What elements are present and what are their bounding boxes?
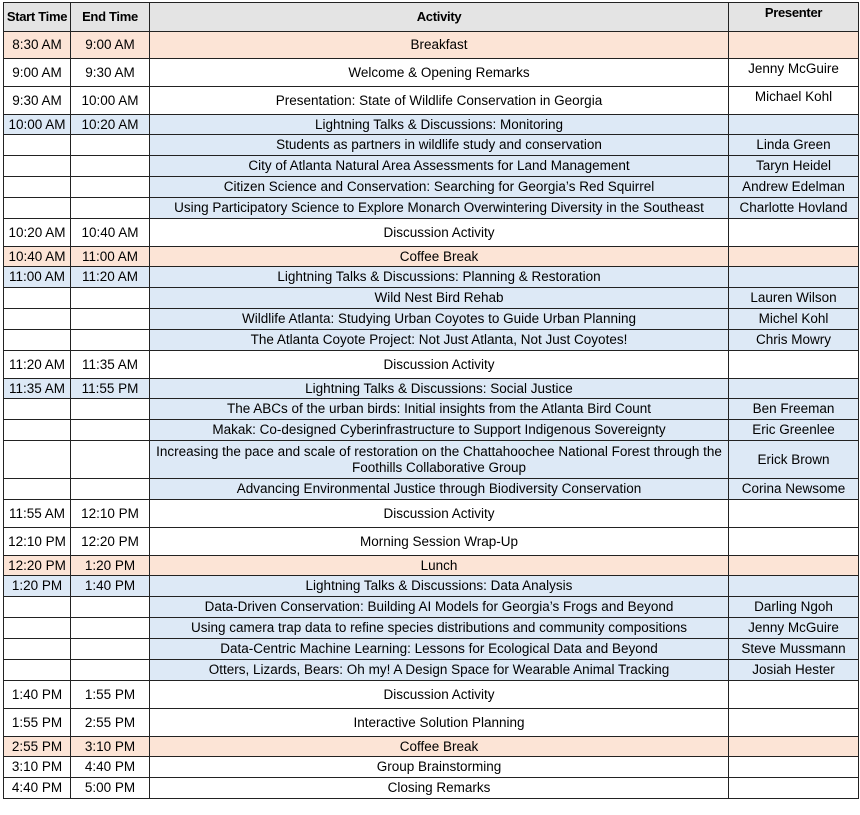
activity-cell: Advancing Environmental Justice through Biodiversity Conservation [150, 479, 729, 500]
activity-cell: Coffee Break [150, 247, 729, 267]
start-time-cell [4, 660, 71, 681]
end-time-cell: 1:40 PM [71, 576, 150, 597]
start-time-cell: 1:55 PM [4, 709, 71, 737]
activity-cell: Lightning Talks & Discussions: Monitoring [150, 115, 729, 135]
end-time-cell: 9:30 AM [71, 59, 150, 87]
end-time-cell: 5:00 PM [71, 778, 150, 799]
end-time-cell [71, 441, 150, 479]
start-time-cell [4, 309, 71, 330]
start-time-cell: 2:55 PM [4, 737, 71, 757]
end-time-cell: 11:55 PM [71, 379, 150, 399]
start-time-cell: 11:00 AM [4, 267, 71, 288]
schedule-row [4, 681, 859, 709]
start-time-header: Start Time [4, 3, 71, 32]
start-time-cell: 11:55 AM [4, 500, 71, 528]
presenter-cell [729, 115, 859, 135]
start-time-cell [4, 597, 71, 618]
end-time-cell [71, 420, 150, 441]
schedule-body [4, 32, 859, 799]
schedule-row [4, 59, 859, 87]
schedule-row [4, 737, 859, 757]
schedule-row [4, 757, 859, 778]
schedule-row [4, 267, 859, 288]
start-time-cell [4, 399, 71, 420]
activity-cell: Makak: Co-designed Cyberinfrastructure to Support Indigenous Sovereignty [150, 420, 729, 441]
activity-cell: Wild Nest Bird Rehab [150, 288, 729, 309]
schedule-row [4, 135, 859, 156]
presenter-cell [729, 219, 859, 247]
schedule-table [3, 2, 859, 799]
end-time-cell [71, 660, 150, 681]
end-time-cell [71, 198, 150, 219]
start-time-cell [4, 420, 71, 441]
presenter-cell: Lauren Wilson [729, 288, 859, 309]
end-time-cell: 2:55 PM [71, 709, 150, 737]
schedule-row [4, 528, 859, 556]
start-time-cell [4, 639, 71, 660]
activity-cell: Lunch [150, 556, 729, 576]
end-time-cell [71, 177, 150, 198]
start-time-cell [4, 135, 71, 156]
end-time-cell [71, 618, 150, 639]
activity-cell: Morning Session Wrap-Up [150, 528, 729, 556]
presenter-cell: Andrew Edelman [729, 177, 859, 198]
schedule-row [4, 156, 859, 177]
table-header [4, 3, 859, 32]
start-time-cell [4, 618, 71, 639]
end-time-header: End Time [71, 3, 150, 32]
presenter-cell [729, 556, 859, 576]
schedule-row [4, 556, 859, 576]
schedule-row [4, 399, 859, 420]
presenter-cell: Steve Mussmann [729, 639, 859, 660]
activity-cell: City of Atlanta Natural Area Assessments for Land Management [150, 156, 729, 177]
start-time-cell [4, 156, 71, 177]
end-time-cell: 10:40 AM [71, 219, 150, 247]
start-time-cell: 10:20 AM [4, 219, 71, 247]
activity-cell: Breakfast [150, 32, 729, 59]
activity-cell: Presentation: State of Wildlife Conservation in Georgia [150, 87, 729, 115]
end-time-cell: 1:20 PM [71, 556, 150, 576]
schedule-row [4, 330, 859, 351]
end-time-cell: 4:40 PM [71, 757, 150, 778]
activity-cell: Interactive Solution Planning [150, 709, 729, 737]
activity-cell: The ABCs of the urban birds: Initial insights from the Atlanta Bird Count [150, 399, 729, 420]
activity-cell: Data-Centric Machine Learning: Lessons for Ecological Data and Beyond [150, 639, 729, 660]
schedule-row [4, 87, 859, 115]
end-time-cell: 12:20 PM [71, 528, 150, 556]
activity-cell: Closing Remarks [150, 778, 729, 799]
schedule-row [4, 288, 859, 309]
activity-cell: Discussion Activity [150, 681, 729, 709]
start-time-cell [4, 198, 71, 219]
end-time-cell: 9:00 AM [71, 32, 150, 59]
start-time-cell: 9:30 AM [4, 87, 71, 115]
activity-cell: Data-Driven Conservation: Building AI Models for Georgia’s Frogs and Beyond [150, 597, 729, 618]
start-time-cell [4, 441, 71, 479]
activity-cell: Welcome & Opening Remarks [150, 59, 729, 87]
schedule-row [4, 479, 859, 500]
end-time-cell [71, 479, 150, 500]
presenter-cell: Taryn Heidel [729, 156, 859, 177]
schedule-row [4, 576, 859, 597]
end-time-cell: 10:00 AM [71, 87, 150, 115]
schedule-row [4, 441, 859, 479]
start-time-cell: 12:20 PM [4, 556, 71, 576]
presenter-cell [729, 576, 859, 597]
start-time-cell: 3:10 PM [4, 757, 71, 778]
presenter-cell [729, 681, 859, 709]
start-time-cell [4, 288, 71, 309]
end-time-cell [71, 330, 150, 351]
start-time-cell: 1:40 PM [4, 681, 71, 709]
start-time-cell: 10:40 AM [4, 247, 71, 267]
end-time-cell [71, 639, 150, 660]
presenter-cell: Ben Freeman [729, 399, 859, 420]
activity-cell: Lightning Talks & Discussions: Planning & Restoration [150, 267, 729, 288]
presenter-cell: Linda Green [729, 135, 859, 156]
activity-cell: Coffee Break [150, 737, 729, 757]
presenter-cell [729, 737, 859, 757]
end-time-cell [71, 135, 150, 156]
activity-cell: Group Brainstorming [150, 757, 729, 778]
activity-cell: Discussion Activity [150, 351, 729, 379]
end-time-cell [71, 156, 150, 177]
activity-cell: The Atlanta Coyote Project: Not Just Atlanta, Not Just Coyotes! [150, 330, 729, 351]
schedule-row [4, 177, 859, 198]
activity-cell: Students as partners in wildlife study and conservation [150, 135, 729, 156]
schedule-row [4, 32, 859, 59]
presenter-cell: Corina Newsome [729, 479, 859, 500]
activity-header: Activity [150, 3, 729, 32]
presenter-cell [729, 32, 859, 59]
activity-cell: Discussion Activity [150, 219, 729, 247]
start-time-cell: 9:00 AM [4, 59, 71, 87]
start-time-cell: 11:35 AM [4, 379, 71, 399]
presenter-cell: Erick Brown [729, 441, 859, 479]
schedule-row [4, 198, 859, 219]
end-time-cell: 10:20 AM [71, 115, 150, 135]
start-time-cell: 1:20 PM [4, 576, 71, 597]
start-time-cell: 12:10 PM [4, 528, 71, 556]
presenter-cell: Jenny McGuire [729, 618, 859, 639]
activity-cell: Increasing the pace and scale of restoration on the Chattahoochee National Forest through the Foothills Collaborative Group [150, 441, 729, 479]
start-time-cell: 4:40 PM [4, 778, 71, 799]
schedule-row [4, 309, 859, 330]
schedule-row [4, 639, 859, 660]
end-time-cell: 3:10 PM [71, 737, 150, 757]
presenter-header: Presenter [729, 3, 859, 32]
schedule-row [4, 351, 859, 379]
schedule-row [4, 709, 859, 737]
activity-cell: Otters, Lizards, Bears: Oh my! A Design Space for Wearable Animal Tracking [150, 660, 729, 681]
activity-cell: Discussion Activity [150, 500, 729, 528]
presenter-cell [729, 267, 859, 288]
activity-cell: Lightning Talks & Discussions: Data Analysis [150, 576, 729, 597]
start-time-cell: 11:20 AM [4, 351, 71, 379]
schedule-row [4, 778, 859, 799]
presenter-cell: Charlotte Hovland [729, 198, 859, 219]
presenter-cell: Darling Ngoh [729, 597, 859, 618]
end-time-cell: 1:55 PM [71, 681, 150, 709]
presenter-cell: Michel Kohl [729, 309, 859, 330]
end-time-cell: 11:20 AM [71, 267, 150, 288]
activity-cell: Citizen Science and Conservation: Searching for Georgia’s Red Squirrel [150, 177, 729, 198]
activity-cell: Using Participatory Science to Explore Monarch Overwintering Diversity in the Southeast [150, 198, 729, 219]
schedule-row [4, 500, 859, 528]
presenter-cell [729, 247, 859, 267]
schedule-row [4, 115, 859, 135]
presenter-cell [729, 351, 859, 379]
start-time-cell [4, 177, 71, 198]
schedule-row [4, 420, 859, 441]
schedule-row [4, 379, 859, 399]
presenter-cell: Josiah Hester [729, 660, 859, 681]
presenter-cell [729, 500, 859, 528]
end-time-cell [71, 309, 150, 330]
start-time-cell: 8:30 AM [4, 32, 71, 59]
activity-cell: Using camera trap data to refine species distributions and community compositions [150, 618, 729, 639]
schedule-row [4, 597, 859, 618]
start-time-cell: 10:00 AM [4, 115, 71, 135]
presenter-cell: Chris Mowry [729, 330, 859, 351]
activity-cell: Wildlife Atlanta: Studying Urban Coyotes to Guide Urban Planning [150, 309, 729, 330]
end-time-cell: 11:00 AM [71, 247, 150, 267]
presenter-cell [729, 778, 859, 799]
schedule-row [4, 219, 859, 247]
start-time-cell [4, 479, 71, 500]
end-time-cell: 11:35 AM [71, 351, 150, 379]
presenter-cell [729, 757, 859, 778]
presenter-cell [729, 528, 859, 556]
presenter-cell [729, 379, 859, 399]
presenter-cell: Michael Kohl [729, 87, 859, 115]
schedule-row [4, 660, 859, 681]
presenter-cell: Jenny McGuire [729, 59, 859, 87]
end-time-cell [71, 597, 150, 618]
end-time-cell: 12:10 PM [71, 500, 150, 528]
start-time-cell [4, 330, 71, 351]
activity-cell: Lightning Talks & Discussions: Social Justice [150, 379, 729, 399]
header-row [4, 3, 859, 32]
presenter-cell: Eric Greenlee [729, 420, 859, 441]
schedule-row [4, 618, 859, 639]
end-time-cell [71, 399, 150, 420]
end-time-cell [71, 288, 150, 309]
presenter-cell [729, 709, 859, 737]
schedule-row [4, 247, 859, 267]
